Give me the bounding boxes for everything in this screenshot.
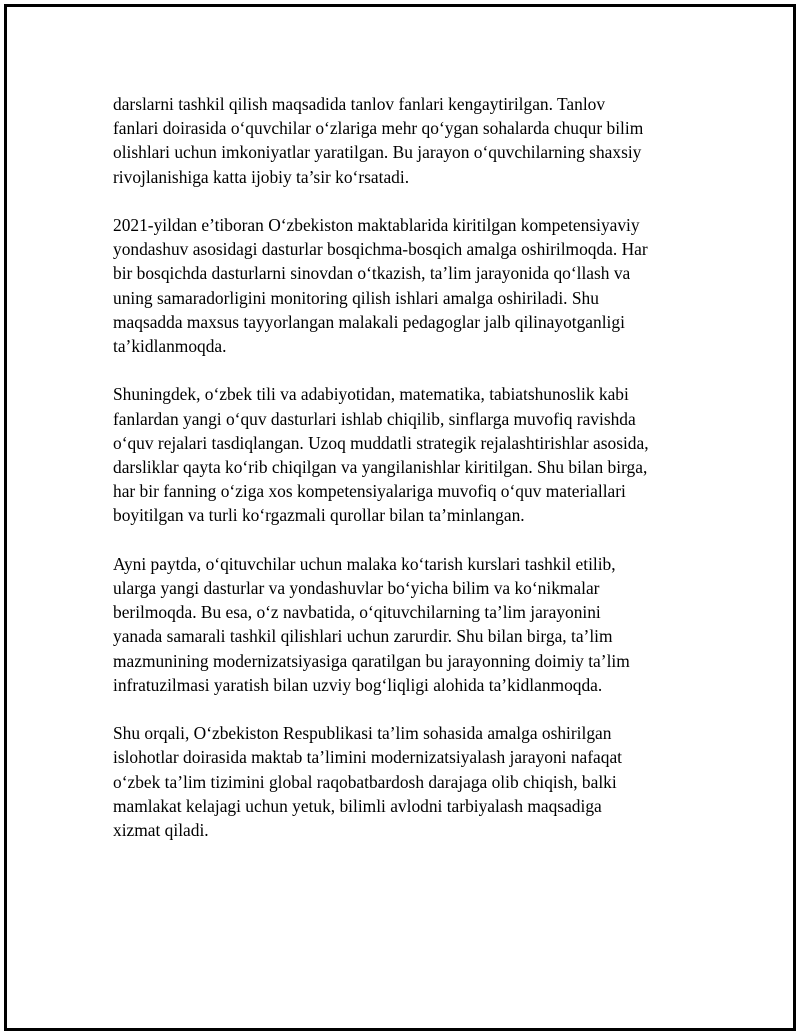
paragraph-line: Shu orqali, O‘zbekiston Respublikasi ta’lim sohasida amalga oshirilgan <box>113 723 612 744</box>
paragraph-line: Shuningdek, o‘zbek tili va adabiyotidan, matematika, tabiatshunoslik kabi <box>113 384 629 405</box>
paragraph-line: o‘quv rejalari tasdiqlangan. Uzoq muddatli strategik rejalashtirishlar asosida, <box>113 432 649 453</box>
paragraph-line: darslarni tashkil qilish maqsadida tanlov fanlari kengaytirilgan. Tanlov <box>113 94 606 114</box>
paragraph-line: islohotlar doirasida maktab ta’limini modernizatsiyalash jarayoni nafaqat <box>113 747 622 768</box>
paragraph-line: mamlakat kelajagi uchun yetuk, bilimli avlodni tarbiyalash maqsadiga <box>113 795 602 816</box>
paragraph-line: 2021-yildan e’tiboran O‘zbekiston maktablarida kiritilgan kompetensiyaviy <box>113 215 640 235</box>
document-body <box>113 92 703 866</box>
paragraph-4 <box>113 552 703 697</box>
paragraph-line: ularga yangi dasturlar va yondashuvlar bo‘yicha bilim va ko‘nikmalar <box>113 578 600 599</box>
paragraph-line: yondashuv asosidagi dasturlar bosqichma-bosqich amalga oshirilmoqda. Har <box>113 239 648 260</box>
paragraph-line: olishlari uchun imkoniyatlar yaratilgan. Bu jarayon o‘quvchilarning shaxsiy <box>113 142 642 163</box>
paragraph-line: darsliklar qayta ko‘rib chiqilgan va yangilanishlar kiritilgan. Shu bilan birga, <box>113 457 648 478</box>
paragraph-line: mazmunining modernizatsiyasiga qaratilgan bu jarayonning doimiy ta’lim <box>113 650 630 671</box>
paragraph-line: berilmoqda. Bu esa, o‘z navbatida, o‘qituvchilarning ta’lim jarayonini <box>113 602 601 623</box>
paragraph-line: fanlardan yangi o‘quv dasturlari ishlab chiqilib, sinflarga muvofiq ravishda <box>113 408 636 429</box>
paragraph-line: yanada samarali tashkil qilishlari uchun zarurdir. Shu bilan birga, ta’lim <box>113 626 613 647</box>
paragraph-line: ta’kidlanmoqda. <box>113 336 227 357</box>
paragraph-2 <box>113 213 703 358</box>
paragraph-line: fanlari doirasida o‘quvchilar o‘zlariga mehr qo‘ygan sohalarda chuqur bilim <box>113 118 644 139</box>
paragraph-line: maqsadda maxsus tayyorlangan malakali pedagoglar jalb qilinayotganligi <box>113 311 625 332</box>
paragraph-line: bir bosqichda dasturlarni sinovdan o‘tkazish, ta’lim jarayonida qo‘llash va <box>113 263 631 284</box>
paragraph-line: infratuzilmasi yaratish bilan uzviy bog‘liqligi alohida ta’kidlanmoqda. <box>113 674 603 695</box>
paragraph-line: o‘zbek ta’lim tizimini global raqobatbardosh darajaga olib chiqish, balki <box>113 771 617 792</box>
paragraph-5 <box>113 721 703 842</box>
paragraph-line: rivojlanishiga katta ijobiy ta’sir ko‘rsatadi. <box>113 166 410 187</box>
paragraph-line: uning samaradorligini monitoring qilish ishlari amalga oshiriladi. Shu <box>113 287 599 308</box>
paragraph-1 <box>113 92 703 189</box>
paragraph-line: Ayni paytda, o‘qituvchilar uchun malaka ko‘tarish kurslari tashkil etilib, <box>113 553 616 574</box>
paragraph-line: boyitilgan va turli ko‘rgazmali qurollar bilan ta’minlangan. <box>113 505 525 526</box>
paragraph-3 <box>113 382 703 527</box>
paragraph-line: har bir fanning o‘ziga xos kompetensiyalariga muvofiq o‘quv materiallari <box>113 481 626 502</box>
paragraph-line: xizmat qiladi. <box>113 820 209 841</box>
